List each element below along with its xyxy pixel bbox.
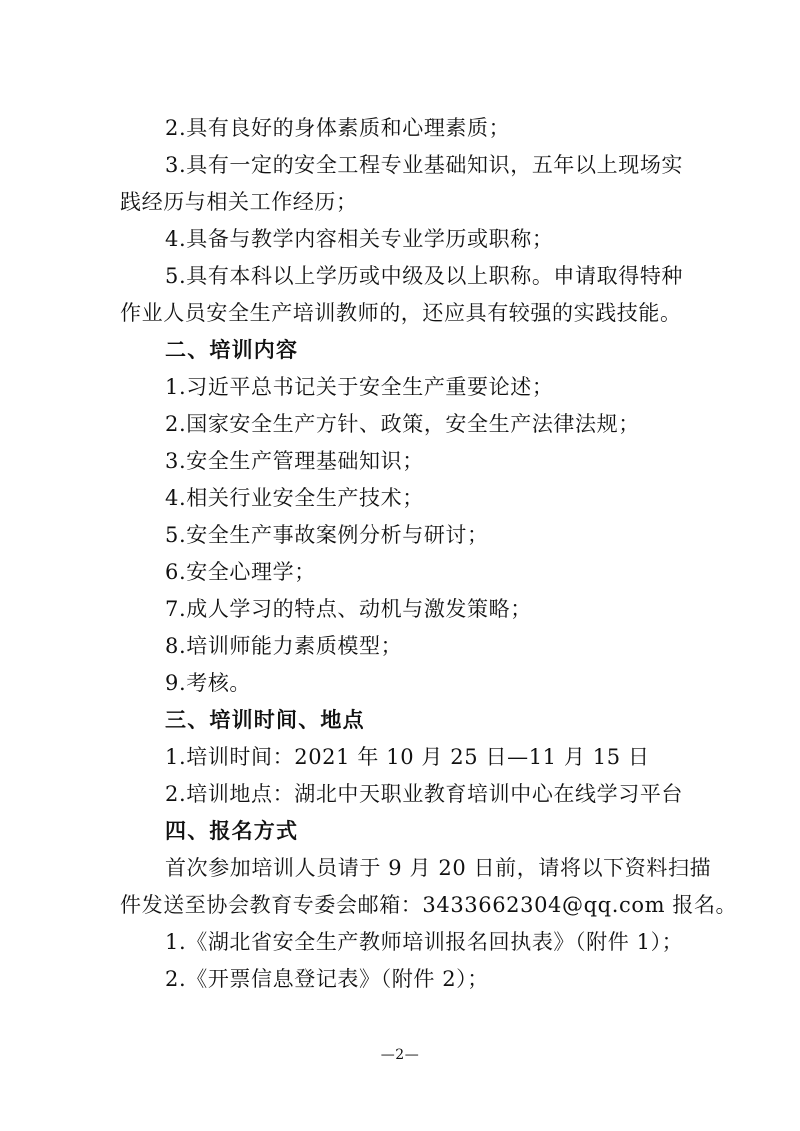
- content-item-7: 7.成人学习的特点、动机与激发策略；: [165, 597, 532, 621]
- registration-intro-line-2: 件发送至协会教育专委会邮箱：3433662304@qq.com 报名。: [120, 893, 738, 917]
- page-number: —2—: [380, 1047, 420, 1063]
- content-item-9: 9.考核。: [165, 671, 252, 695]
- content-item-4: 4.相关行业安全生产技术；: [165, 486, 424, 510]
- requirement-item-5: 5.具有本科以上学历或中级及以上职称。申请取得特种: [165, 264, 684, 288]
- requirement-item-3: 3.具有一定的安全工程专业基础知识，五年以上现场实: [165, 153, 684, 177]
- training-time: 1.培训时间：2021 年 10 月 25 日—11 月 15 日: [165, 745, 650, 769]
- registration-item-1: 1.《湖北省安全生产教师培训报名回执表》（附件 1）；: [165, 930, 684, 954]
- registration-intro-line-1: 首次参加培训人员请于 9 月 20 日前，请将以下资料扫描: [165, 856, 712, 880]
- content-item-3: 3.安全生产管理基础知识；: [165, 449, 424, 473]
- content-item-5: 5.安全生产事故案例分析与研讨；: [165, 523, 489, 547]
- section-heading-training-content: 二、培训内容: [165, 338, 299, 362]
- registration-item-2: 2.《开票信息登记表》（附件 2）；: [165, 967, 489, 991]
- requirement-item-4: 4.具备与教学内容相关专业学历或职称；: [165, 227, 554, 251]
- section-heading-registration: 四、报名方式: [165, 819, 299, 843]
- content-item-6: 6.安全心理学；: [165, 560, 316, 584]
- content-item-8: 8.培训师能力素质模型；: [165, 634, 403, 658]
- requirement-item-2: 2.具有良好的身体素质和心理素质；: [165, 116, 511, 140]
- content-item-2: 2.国家安全生产方针、政策，安全生产法律法规；: [165, 412, 640, 436]
- requirement-item-5-continuation: 作业人员安全生产培训教师的，还应具有较强的实践技能。: [120, 301, 682, 325]
- requirement-item-3-continuation: 践经历与相关工作经历；: [120, 190, 358, 214]
- training-location: 2.培训地点：湖北中天职业教育培训中心在线学习平台: [165, 782, 684, 806]
- content-item-1: 1.习近平总书记关于安全生产重要论述；: [165, 375, 554, 399]
- section-heading-time-location: 三、培训时间、地点: [165, 708, 365, 732]
